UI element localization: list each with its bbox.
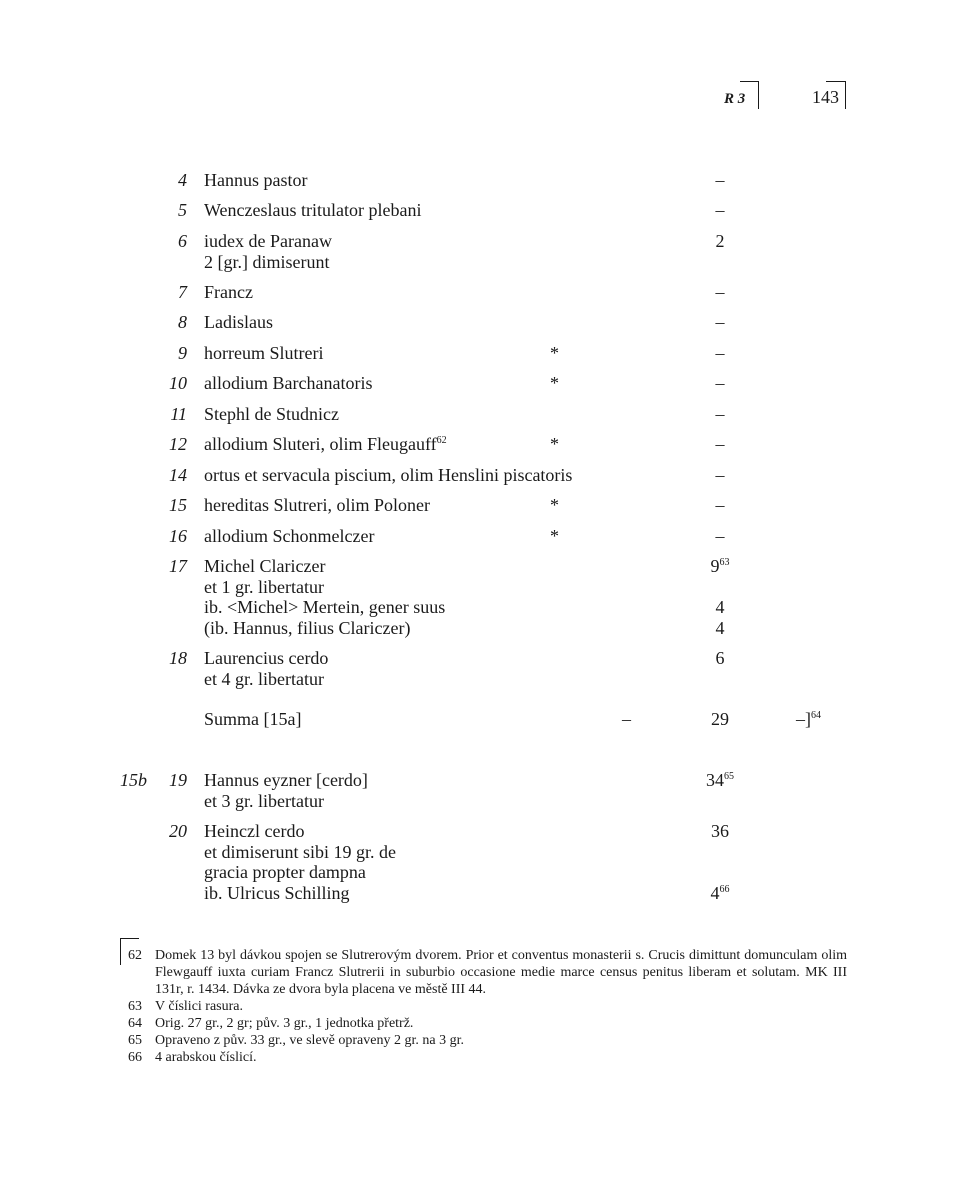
- entry-value: –: [715, 404, 725, 424]
- entry-text: Wenczeslaus tritulator plebani: [204, 200, 422, 220]
- entry-number: 15: [169, 495, 187, 515]
- entry-number: 17: [169, 556, 187, 576]
- entry-number: 16: [169, 526, 187, 546]
- entry-number: 18: [169, 648, 187, 668]
- footnote-text: 4 arabskou číslicí.: [155, 1050, 257, 1065]
- header-corner-mark: [826, 81, 846, 109]
- entry-text: Stephl de Studnicz: [204, 404, 339, 424]
- entry-number: 9: [178, 343, 187, 363]
- entry-value: –: [715, 495, 725, 515]
- entry-value: [690, 842, 750, 863]
- entry-value: 6: [715, 648, 725, 668]
- entry-number: 10: [169, 373, 187, 393]
- entry-text: ib. <Michel> Mertein, gener suus: [204, 597, 446, 617]
- entry-number: 5: [178, 200, 187, 220]
- footnote-number: 63: [128, 999, 142, 1014]
- header-corner-mark: [740, 81, 759, 109]
- entry-text: et dimiserunt sibi 19 gr. de: [204, 841, 396, 862]
- entry-value: –: [715, 282, 725, 302]
- entry-value: –: [715, 343, 725, 363]
- entry-text: allodium Sluteri, olim Fleugauff: [204, 434, 437, 454]
- entry-text: Hannus pastor: [204, 170, 308, 190]
- entry-value: 4: [710, 882, 720, 903]
- footnote-text: V číslici rasura.: [155, 999, 243, 1014]
- summa-label: Summa [15a]: [204, 709, 302, 729]
- footnote-number: 66: [128, 1050, 142, 1065]
- asterisk-mark: *: [550, 526, 559, 546]
- entry-text: Laurencius cerdo: [204, 648, 329, 668]
- entry-value: 4: [715, 617, 725, 638]
- entry-text: Francz: [204, 282, 253, 302]
- asterisk-mark: *: [550, 434, 559, 454]
- asterisk-mark: *: [550, 495, 559, 515]
- entry-value: –: [715, 200, 725, 220]
- entry-value: –: [715, 465, 725, 485]
- entry-number: 12: [169, 434, 187, 454]
- summa-tail: –]: [796, 709, 811, 729]
- entry-number: 8: [178, 312, 187, 332]
- entry-value: 4: [715, 597, 725, 617]
- entry-value: [690, 577, 750, 598]
- entry-text: gracia propter dampna: [204, 862, 366, 882]
- entry-text: allodium Schonmelczer: [204, 526, 375, 546]
- entry-text: et 1 gr. libertatur: [204, 576, 324, 597]
- footnote-text: Orig. 27 gr., 2 gr; pův. 3 gr., 1 jednotka přetrž.: [155, 1016, 414, 1031]
- entry-value: –: [715, 312, 725, 332]
- running-head-signature: R 3: [724, 91, 746, 107]
- footnote-ref: 65: [724, 771, 734, 782]
- entry-number: 14: [169, 465, 187, 485]
- page-number: 143: [812, 87, 839, 107]
- footnote-number: 64: [128, 1016, 142, 1031]
- entry-value: –: [715, 170, 725, 190]
- footnote-number: 62: [128, 948, 142, 963]
- entry-value: 9: [710, 556, 720, 576]
- footnote-ref: 62: [436, 435, 447, 446]
- entry-number: 4: [178, 170, 187, 190]
- entry-value: 2: [715, 231, 725, 251]
- footnote-ref: 66: [719, 883, 730, 895]
- entry-value: –: [715, 434, 725, 454]
- entry-text: ortus et servacula piscium, olim Henslini piscatoris: [204, 465, 573, 485]
- footnote-ref: 63: [719, 557, 730, 568]
- summa-value: 29: [711, 709, 729, 729]
- footnote-text: Opraveno z pův. 33 gr., ve slevě opraveny 2 gr. na 3 gr.: [155, 1033, 464, 1048]
- asterisk-mark: *: [550, 343, 559, 363]
- folio-margin-label: 15b: [120, 770, 147, 790]
- entry-text: 2 [gr.] dimiserunt: [204, 251, 330, 272]
- entry-value: 34: [706, 770, 724, 790]
- entry-number: 7: [178, 282, 187, 302]
- entry-text: allodium Barchanatoris: [204, 373, 373, 393]
- entry-text: iudex de Paranaw: [204, 231, 332, 251]
- entry-text: Heinczl cerdo: [204, 821, 305, 841]
- entry-value: –: [715, 373, 725, 393]
- entry-number: 11: [170, 404, 187, 424]
- entry-value: 36: [711, 821, 729, 841]
- entry-text: et 4 gr. libertatur: [204, 668, 324, 689]
- entry-text: hereditas Slutreri, olim Poloner: [204, 495, 430, 515]
- entry-text: horreum Slutreri: [204, 343, 324, 363]
- summa-dash: –: [622, 709, 631, 729]
- footnote-number: 65: [128, 1033, 142, 1048]
- entry-text: (ib. Hannus, filius Clariczer): [204, 617, 411, 638]
- entry-value: [690, 862, 750, 883]
- entry-number: 6: [178, 231, 187, 251]
- entry-number: 20: [169, 821, 187, 841]
- entry-value: –: [715, 526, 725, 546]
- asterisk-mark: *: [550, 373, 559, 393]
- footnote-ref: 64: [811, 710, 821, 721]
- entry-text: ib. Ulricus Schilling: [204, 882, 350, 903]
- entry-text: Hannus eyzner [cerdo]: [204, 770, 368, 790]
- footnote-text: Domek 13 byl dávkou spojen se Slutrerovým dvorem. Prior et conventus monasterii s. Crucis dimittunt domunculam olim Flewgauff iuxta curiam Francz Slutrerii in suburbio occasione medie marce census penitus liberam et solutam. MK III 131r, r. 1434. Dávka ze dvora byla placena ve městě III 44.: [155, 948, 847, 997]
- entry-text: Ladislaus: [204, 312, 273, 332]
- entry-text: et 3 gr. libertatur: [204, 790, 324, 811]
- entry-number: 19: [169, 770, 187, 790]
- entry-text: Michel Clariczer: [204, 556, 326, 576]
